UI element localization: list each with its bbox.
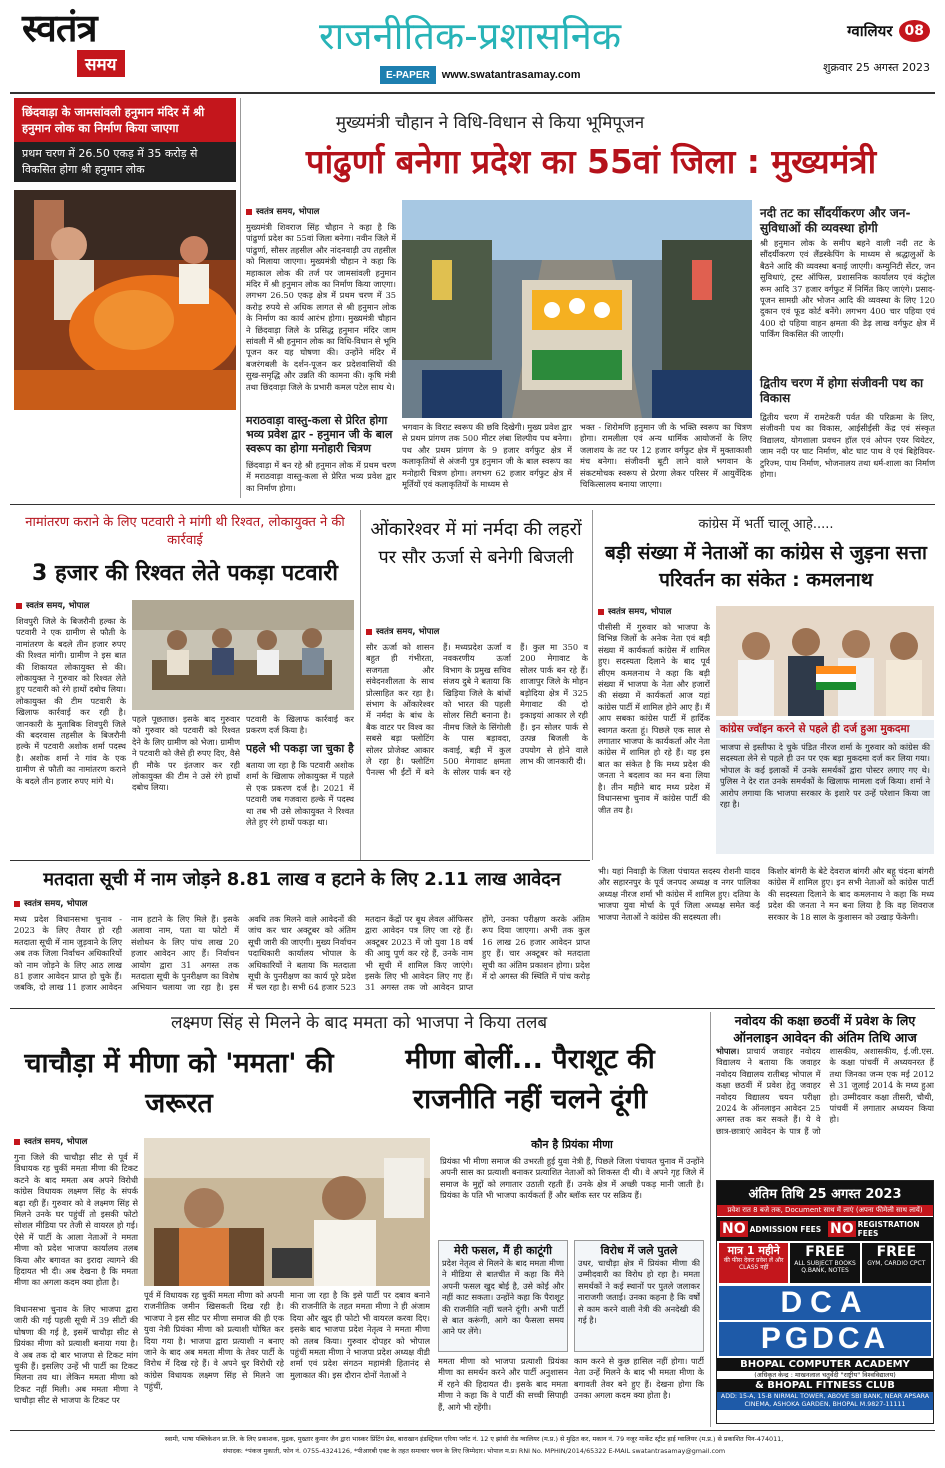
story6-body5: ममता मीणा को भाजपा प्रत्याशी प्रियंका मीणा का समर्थन करने और पार्टी अनुशासन में रहने की हिदायत दी। इसके बाद ममता मीणा ने कहा कि वे पार्टी की सच्ची सिपाही हैं, आगे भी रहेंगी। [438,1356,568,1412]
hanuman-idol-photo [14,190,236,410]
story4-body3: किशोर बांगरी के बेटे देवराज बांगरी और बहू चंदना बांगरी कांग्रेस में शामिल हुए। इन सभी नेताओं को कांग्रेस पार्टी की सदस्यता दिलाने के बाद कमलनाथ ने कहा कि मध्य प्रदेश की जनता ने मन बना लिया है कि वह शिवराज सरकार के 18 साल के कुशासन को उखाड़ फेंकेगी। [768,866,934,922]
sidebar-subhead: प्रथम चरण में 26.50 एकड़ में 35 करोड़ से विकसित होगा श्री हनुमान लोक [14,142,236,182]
story7-body [716,1046,934,1174]
imprint-line2: संपादक: *पंकज मुकाती, फोन नं. 0755-4324126, *पीआरबी एक्ट के तहत समाचार चयन के लिए जिम्मेदार। भोपाल म.प्र। RNI No. MPHIN/2014/65322 E-MAIL swatantrasamay@gmail.com [222,1447,726,1455]
story1-photo-caption: मराठवाड़ा वास्तु-कला से प्रेरित होगा भव्य प्रवेश द्वार - हनुमान जी के बाल स्वरूप का होगा मनोहारी चित्रण [246,414,393,455]
story3-body: सौर ऊर्जा को शासन बहुत ही गंभीरता, सजगता और संवेदनशीलता के साथ प्रोत्साहित कर रहा है। संभाग के ओंकारेश्वर में नर्मदा के बांध के बैक वाटर पर विश्व का सबसे बड़ा फ्लोटिंग सोलर प्रोजेक्ट आकार ले रहा है। फ्लोटिंग पैनल्स भी ईंटों में बने हैं। मध्यप्रदेश ऊर्जा व नवकरणीय ऊर्जा विभाग के प्रमुख सचिव संजय दुबे ने बताया कि खिड़िया जिले के बांधों को भारत की पहली सोलर सिटी बनाना है। नीमच जिले के सिंगोली के पास बड़ावदा, कवाई, बड़ी में कुल 500 मेगावाट क्षमता के सोलर पार्क बन रहे हैं। कुल मा 350 व 200 मेगावाट के सोलर पार्क बन रहे हैं। शाजापुर जिले के मोहन बड़ोदिया क्षेत्र में 325 मेगावाट की दो इकाइयां आकार ले रही हैं। इन सोलर पार्क से उत्पन्न बिजली के उपयोग से होने वाले लाभ की जानकारी दी। [366,642,588,778]
story6-body6: काम करने से कुछ हासिल नहीं होगा। पार्टी नेता उन्हें मिलने के बाद भी ममता मीणा के बगावती तेवर बने हुए हैं। देखना होगा कि उनका अगला कदम क्या होता है। [574,1356,704,1401]
story3-divider [592,510,593,860]
ad-academy: BHOPAL COMPUTER ACADEMY [717,1358,933,1371]
byline-dot-icon [14,1139,20,1145]
ad-pgdca: PGDCA [719,1322,931,1356]
story7-headline: नवोदय की कक्षा छठवीं में प्रवेश के लिए ऑनलाइन आवेदन की अंतिम तिथि आज [733,1013,917,1045]
ad-registration-fees: REGISTRATION FEES [857,1220,920,1238]
story6-body3: पूर्व में विधायक रह चुकीं ममता मीणा को अपनी राजनीतिक जमीन खिसकती दिख रही है। भाजपा ने इस सीट पर मीणा समाज की ही एक युवा नेत्री प्रियंका मीणा को प्रत्याशी घोषित कर दिया गया है। भाजपा द्वारा प्रत्याशी न बनाए जाने के बाद अब ममता मीणा के तेवर पार्टी के विरोध में दिख रहे हैं। वे अपने धुर विरोधी रहे कांग्रेस विधायक लक्ष्मण सिंह से मिलने जा पहुंचीं, [144,1290,284,1392]
sidebar-headline: छिंदवाड़ा के जामसांवली हनुमान मंदिर में श्री हनुमान लोक का निर्माण किया जाएगा [14,98,236,142]
story4-box-head: कांग्रेस ज्वॉइन करने से पहले ही दर्ज हुआ मुकदमा [716,720,934,738]
ad-offers-row [717,1243,933,1283]
congress-joining-photo [716,606,934,716]
academy-advert[interactable] [716,1180,934,1424]
story4-box-body: भाजपा से इस्तीफा दे चुके पंडित नीरज शर्मा के गुरुवार को कांग्रेस की सदस्यता लेने से पहले ही उन पर एक बड़ा मुकदमा दर्ज कर लिया गया। भोपाल के कई इलाकों में उनके समर्थकों द्वारा पोस्टर लगाए गए थे। पुलिस ने देर रात उनके समर्थकों के खिलाफ मामला दर्ज किया। शर्मा ने आरोप लगाया कि भाजपा सरकार के इशारे पर उन्हें परेशान किया जा रहा है। [716,740,934,854]
row1-rule [10,504,935,505]
story2-body1: शिवपुरी जिले के बिजरौनी हल्का के पटवारी ने एक ग्रामीण से फौती के नामांतरण के बदले तीन हजार रुपए की रिश्वत मांगी। ग्रामीण ने इस बात की शिकायत लोकायुक्त से की। लोकायुक्त ने गुरुवार को रिश्वत लेते हुए पटवारी को रंगे हाथों दबोच लिया। लोकायुक्त की टीम पटवारी के खिलाफ कार्रवाई कर रही है। जानकारी के मुताबिक शिवपुरी जिले की बदरवास तहसील के बिजरौनी हल्के में पटवारी अशोक शर्मा पदस्थ है। अशोक शर्मा ने गांव के एक ग्रामीण से फौती का नामांतरण कराने के बदले तीन हजार रुपए मांगे थे। [16,616,126,786]
masthead [0,0,945,92]
story5-byline: स्वतंत्र समय, भोपाल [14,898,214,909]
story4-body: पीसीसी में गुरुवार को भाजपा के विभिन्न जिलों के अनेक नेता एवं बड़ी संख्या में कार्यकर्ता कांग्रेस में शामिल हुए। सदस्यता दिलाने के बाद पूर्व सीएम कमलनाथ ने कहा कि बड़ी संख्या में भाजपा के नेता और हजारों की संख्या में कार्यकर्ता आज यहां कांग्रेस पार्टी में शामिल होने आए हैं। मैं आप सबका कांग्रेस पार्टी में हार्दिक स्वागत करता हूं। पिछले एक साल से लगातार भाजपा के कार्यकर्ता और नेता कांग्रेस में शामिल हो रहे हैं। यह इस बात का संकेत है कि मध्य प्रदेश की जनता ने बदलाव का मन बना लिया है। तीन महीने बाद मध्य प्रदेश में विधानसभा चुनाव में कांग्रेस पार्टी की जीत तय है। [598,622,710,815]
story1-right-body: श्री हनुमान लोक के समीप बहने वाली नदी तट के सौंदर्यीकरण एवं लैंडस्केपिंग के माध्यम से श्रद्धालुओं के बैठने आदि की व्यवस्था बनाई जाएगी। कम्युनिटी सेंटर, जन सुविधाएं, ट्रस्ट ऑफिस, प्रशासनिक कार्यालय एवं कंट्रोल रूम आदि 37 हजार वर्गफुट में निर्मित किए जाएंगे। प्रसाद-पूजन सामग्री और भोजन आदि की व्यवस्था के लिए 120 दुकान एवं फूड कोर्ट बनेंगे। लगभग 400 चार पहिया एवं 400 दो पहिया वाहन क्षमता की डेढ़ लाख वर्गफुट क्षेत्र में पार्किंग विकसित की जाएगी। [760,238,935,340]
section-title: राजनीतिक-प्रशासनिक [318,14,622,58]
story5-body: मध्य प्रदेश विधानसभा चुनाव - 2023 के लिए तैयार हो रही मतदाता सूची में नाम जुड़वाने के लिए अब तक जिला निर्वाचन अधिकारियों को नाम जोड़ने के लिए आठ लाख 81 हजार आवेदन प्राप्त हो चुके हैं। जबकि, दो लाख 11 हजार आवेदन नाम हटाने के लिए मिले हैं। इसके अलावा नाम, पता या फोटो में संशोधन के लिए पांच लाख 20 हजार आवेदन आए हैं। निर्वाचन आयोग द्वारा 31 अगस्त तक मतदाता सूची के पुनरीक्षण का विशेष अभियान चलाया जा रहा है। इस अवधि तक मिलने वाले आवेदनों की जांच कर चार अक्टूबर को अंतिम सूची जारी की जाएगी। मुख्य निर्वाचन पदाधिकारी कार्यालय भोपाल के अधिकारियों ने बताया कि मतदाता सूची के पुनरीक्षण का कार्य पूरे प्रदेश में चल रहा है। सभी 64 हजार 523 मतदान केंद्रों पर बूथ लेवल ऑफिसर द्वारा आवेदन पत्र लिए जा रहे हैं। अक्टूबर 2023 में जो युवा 18 वर्ष की आयु पूर्ण कर रहे हैं, उनके नाम भी सूची में शामिल किए जाएंगे। इसके लिए भी आवेदन लिए गए हैं। 31 अगस्त तक जो आवेदन प्राप्त होंगे, उनका परीक्षण करके अंतिम रूप दिया जाएगा। अभी तक कुल 16 लाख 26 हजार आवेदन प्राप्त हुए हैं। चार अक्टूबर को मतदाता सूची का अंतिम प्रकाशन होगा। प्रदेश में दो अगस्त की स्थिति में पांच करोड़ [14,914,590,993]
box-virodh-head: विरोध में जले पुतले [600,1244,678,1257]
story6-body2: विधानसभा चुनाव के लिए भाजपा द्वारा जारी की गई पहली सूची में 39 सीटों की घोषणा की गई है, इसमें चाचौड़ा सीट से प्रियंका मीणा को प्रत्याशी बनाया गया है। वे अब तक दो बार भाजपा से टिकट मांग चुकी हैं। इसलिए उन्हें भी पार्टी का टिकट मिलना तय था। लेकिन ममता मीणा को टिकट नहीं मिली। अब ममता मीणा ने चाचौड़ा सीट से भाजपा के टिकट पर [14,1304,138,1406]
story4-headline: बड़ी संख्या में नेताओं का कांग्रेस से जुड़ना सत्ता परिवर्तन का संकेत : कमलनाथ [605,542,927,591]
story7-text: प्राचार्य जवाहर नवोदय विद्यालय ने बताया कि जवाहर नवोदय विद्यालय रातीबड़ भोपाल में कक्षा छठवीं में प्रवेश हेतु जवाहर नवोदय विद्यालय चयन परीक्षा 2024 के ऑनलाइन आवेदन 25 अगस्त तक कर सकते हैं। ये वे छात्र-छात्राएं आवेदन के पात्र हैं जो शासकीय, अशासकीय, ई.जी.एस. के कक्षा पांचवीं में अध्ययनरत हैं तथा जिनका जन्म एक मई 2012 से 31 जुलाई 2014 के मध्य हुआ हो। उम्मीदवार कक्षा तीसरी, चौथी, पांचवीं में लगातार अध्ययन किया हो। [716,1046,934,1136]
story4-byline: स्वतंत्र समय, भोपाल [598,606,710,617]
story1-kicker: मुख्यमंत्री चौहान ने विधि-विधान से किया भूमिपूजन [335,113,645,133]
ad-dca: DCA [719,1286,931,1320]
story5-headline: मतदाता सूची में नाम जोड़ने 8.81 लाख व हटाने के लिए 2.11 लाख आवेदन [43,869,561,890]
story1-body1: मुख्यमंत्री शिवराज सिंह चौहान ने कहा है कि पांढुर्णा प्रदेश का 55वां जिला बनेगा। नवीन जिले में पांढुर्णा, सौसर तहसील और नांदनवाड़ी उप तहसील को मिलाया जाएगा। मुख्यमंत्री चौहान ने कहा कि महाकाल लोक की तर्ज पर जामसांवली हनुमान मंदिर में श्री हनुमान लोक का निर्माण किया जाएगा। लगभग 26.50 एकड़ क्षेत्र में प्रथम चरण में 35 करोड़ रुपये से अधिक लागत से श्री हनुमान लोक के निर्माण का कार्य आरंभ होगा। मुख्यमंत्री चौहान ने छिंदवाड़ा जिले के प्रसिद्ध हनुमान मंदिर जाम सांवली में श्री हनुमान लोक का विधि-विधान से भूमि पूजन कर यह घोषणा की। उन्होंने मंदिर में बजरंगबली के दर्शन-पूजन कर प्रदेशवासियों की सुख-समृद्धि और उन्नति की कामना की। कृषि मंत्री तथा छिंदवाड़ा जिले के प्रभारी कमल पटेल साथ थे। [246,222,396,392]
box-virodh [574,1240,704,1352]
story6-body4: माना जा रहा है कि इसे पार्टी पर दबाव बनाने की राजनीति के तहत ममता मीणा ने ही अंजाम दिया और खुद ही फोटो भी वायरल करवा दिए। इसके बाद भाजपा प्रदेश नेतृत्व ने ममता मीणा को तलब किया। गुरुवार दोपहर को भोपाल पहुंचीं ममता मीणा ने भाजपा प्रदेश अध्यक्ष वीडी शर्मा एवं प्रदेश संगठन महामंत्री हितानंद से मुलाकात की। इस दौरान दोनों नेताओं ने [290,1290,430,1380]
ad-fitness: & BHOPAL FITNESS CLUB [717,1379,933,1392]
byline-dot-icon [16,603,22,609]
box-meri-fasal-body: प्रदेश नेतृत्व से मिलने के बाद ममता मीणा ने मीडिया से बातचीत में कहा कि मैंने अपनी फसल खुद बोई है, उसे कोई और नहीं काट सकता। उन्होंने कहा कि पैराशूट की राजनीति नहीं चलने दूंगी। अभी पार्टी से बात करूंगी, आगे का फैसला समय आने पर लेंगे। [442,1258,564,1337]
kaun-head: कौन है प्रियंका मीणा [531,1138,613,1151]
footer-rule [10,1430,935,1431]
story1-right-body2: द्वितीय चरण में रामटेकरी पर्वत की परिक्रमा के लिए, संजीवनी पथ का विकास, आईसीईसी केंद्र एवं संस्कृत विद्यालय, योगशाला प्रवचन हॉल एवं ओपन एयर थियेटर, जाम नदी पर घाट निर्माण, बोट घाट पाथ वे एवं बिहेवियर-टुरिज्म, पाथ निर्माण, भोजनालय तथा धर्म-शाला का निर्माण होगा। [760,412,935,480]
ad-fees-row [717,1217,933,1241]
story1-divider [240,98,241,498]
story2-byline: स्वतंत्र समय, भोपाल [16,600,126,611]
masthead-rule [10,92,935,94]
story1-headline: पांढुर्णा बनेगा प्रदेश का 55वां जिला : मुख्यमंत्री [305,142,877,181]
box-virodh-body: उधर, चाचौड़ा क्षेत्र में प्रियंका मीणा की उम्मीदवारी का विरोध हो रहा है। ममता समर्थकों ने कई स्थानों पर पुतले जलाकर नाराजगी जताई। उनका कहना है कि वर्षों से काम करने वाली नेत्री की अनदेखी की गई है। [578,1258,700,1326]
ad-academy-sub: (अधिकृत केन्द्र : माखनलाल चतुर्वेदी "राष्ट्रीय" विश्वविद्यालय) [754,1371,896,1379]
city: ग्वालियर [847,22,893,40]
epaper-strip [380,66,716,84]
logo [22,5,162,82]
story1-byline: स्वतंत्र समय, भोपाल [246,206,396,217]
ad-free-gym: FREE GYM, CARDIO CPCT [862,1243,931,1283]
meena-laxman-photo [144,1138,430,1286]
ad-no-1: NO [722,1221,746,1237]
story1-right-head2: द्वितीय चरण में होगा संजीवनी पथ का विकास [760,376,924,405]
story6-headline-left: चाचौड़ा में मीणा को 'ममता' की जरूरत [24,1048,334,1119]
story6-kicker: लक्ष्मण सिंह से मिलने के बाद ममता को भाजपा ने किया तलब [170,1013,548,1033]
story3-byline: स्वतंत्र समय, भोपाल [366,626,586,637]
row3-rule [10,1008,935,1009]
story3-headline: ओंकारेश्वर में मां नर्मदा की लहरों पर सौर ऊर्जा से बनेगी बिजली [370,519,582,568]
box-meri-fasal [438,1240,568,1352]
logo-line1: स्वतंत्र [22,5,97,50]
story1-body3: भगवान के विराट स्वरूप की छवि दिखेगी। मुख्य प्रवेश द्वार से प्रथम प्रांगण तक 500 मीटर लंबा शिल्पीय पथ बनेगा। पथ और प्रथम प्रांगण के 9 हजार वर्गफुट क्षेत्र में कलाकृतियों से अंजनी पुत्र हनुमान जी के बाल स्वरूप का मनोहारी चित्रण होगा। लगभग 62 हजार वर्गफुट क्षेत्र में मूर्तियों एवं कलाकृतियों के माध्यम से [402,422,572,490]
story1-body4: भक्त - शिरोमणि हनुमान जी के भक्ति स्वरूप का चित्रण होगा। रामलीला एवं अन्य धार्मिक आयोजनों के लिए जलाशय के तट पर 12 हजार वर्गफुट क्षेत्र में मुक्ताकाशी मंच बनेगा। संजीवनी बूटी लाने वाले भगवान के संकटमोचक स्वरूप से प्रेरणा लेकर परिसर में आयुर्वेदिक चिकित्सालय बनाया जाएगा। [580,422,752,490]
story6-byline: स्वतंत्र समय, भोपाल [14,1136,134,1147]
kaun-body: प्रियंका भी मीणा समाज की उभरती हुई युवा नेत्री हैं, पिछले जिला पंचायत चुनाव में उन्होंने अपनी सास का प्रत्याशी बनाकर प्रत्याशित नेताओं को शिकस्त दी थी। वे अपने गृह जिले में समाज के मुद्दों को लगातार उठाती रहती हैं। उनके क्षेत्र में अच्छी पकड़ मानी जाती है। प्रियंका के पति भी भाजपा कार्यकर्ता हैं और ब्लॉक स्तर पर सक्रिय हैं। [440,1156,704,1201]
story6-headline-right: मीणा बोलीं... पैराशूट की राजनीति नहीं चलने दूंगी [405,1044,655,1115]
ad-admission-fees: ADMISSION FEES [749,1224,822,1234]
box-meri-fasal-head: मेरी फसल, मैं ही काटूंगी [454,1244,552,1257]
story6-body1: गुना जिले की चाचौड़ा सीट से पूर्व में विधायक रह चुकीं ममता मीणा की टिकट कटने के बाद ममता अब अपने विरोधी कांग्रेस विधायक लक्ष्मण सिंह के संपर्क बढ़ा रही हैं। गुरुवार को वे लक्ष्मण सिंह से मिलने उनके घर पहुंचीं तो इसकी फोटो सोशल मीडिया पर तेजी से वायरल हो गई। ऐसे में पार्टी के आला नेताओं ने ममता मीणा को प्रदेश भाजपा कार्यालय तलब किया और बगावत का इरादा त्यागने की हिदायत भी दी। अब देखना है कि ममता मीणा का अगला कदम क्या होता है। [14,1152,138,1288]
date: शुक्रवार 25 अगस्त 2023 [822,61,930,74]
story2-body4: बताया जा रहा है कि पटवारी अशोक शर्मा के खिलाफ लोकायुक्त में पहले से एक प्रकरण दर्ज है। 2021 में पटवारी जब गजवारा हल्के में पदस्थ था तब भी उसे लोकायुक्त ने रिश्वत लेते हुए रंगे हाथों पकड़ा था। [246,760,354,828]
lokayukta-photo [132,600,354,710]
story7-byline: भोपाल। [716,1046,740,1056]
website-link[interactable]: www.swatantrasamay.com [436,66,716,84]
byline-dot-icon [598,609,604,615]
story2-headline: 3 हजार की रिश्वत लेते पकड़ा पटवारी [32,561,338,586]
story1-body2: छिंदवाड़ा में बन रहे श्री हनुमान लोक में प्रथम चरण में मराठवाड़ा वास्तु-कला से प्रेरित भव्य प्रवेश द्वार का निर्माण होगा। [246,460,396,493]
story4-kicker: कांग्रेस में भर्ती चालू आहे..... [698,517,834,532]
story2-kicker: नामांतरण कराने के लिए पटवारी ने मांगी थी रिश्वत, लोकायुक्त ने की कार्रवाई [25,515,345,548]
logo-line2: समय [77,50,125,77]
dateline [760,20,930,75]
ad-deadline-sub: प्रवेश रात 8 बजे तक, Document साथ में लाएं (अपना फीमेली साथ लायें) [717,1205,933,1216]
byline-dot-icon [14,901,20,907]
ad-address: ADD: 15-A, 15-B NIRMAL TOWER, ABOVE SBI BANK, NEAR APSARA CINEMA, ASHOKA GARDEN, BHOPAL M.9827-11111 [717,1392,933,1410]
imprint-line1: स्वामी, भाषा पब्लिकेशन प्रा.लि. के लिए प्रकाशक, मुद्रक, मुख्तार कुमार जैन द्वारा भास्कर प्रिंटिंग प्रेस, बाराखान इंडस्ट्रियल एरिया प्लॉट नं. 12 ए झांसी रोड ग्वालियर (म.प्र.) से मुद्रित कर, मकान नं. 79 नजूर मार्केट स्ट्रीट हाई ग्वालियर (म.प्र.) से प्रकाशित पिन-474011, [164,1435,784,1443]
story2-body3: पटवारी के खिलाफ कार्रवाई कर प्रकरण दर्ज किया है। [246,714,354,736]
ad-matra: मात्र 1 महीने की फीस देकर प्रवेश लें और CLASS नहीं [719,1243,788,1283]
ad-no-2: NO [830,1221,854,1237]
story4-body2: भी। यहां निवाड़ी के जिला पंचायत सदस्य रोशनी यादव और सहारनपुर के पूर्व जनपद अध्यक्ष व नगर पालिका अध्यक्ष नीरज शर्मा भी कांग्रेस में शामिल हुए। दतिया के भाजपा युवा मोर्चा के पूर्व जिला अध्यक्ष समेत कई भाजपा नेताओं ने कांग्रेस की सदस्यता ली। [598,866,760,922]
story1-right-head: नदी तट का सौंदर्यीकरण और जन-सुविधाओं की व्यवस्था होगी [760,206,911,235]
row2-rule [10,860,590,861]
story2-divider [360,510,361,860]
story2-body2: पहले पूछताछ। इसके बाद गुरुवार को गुरुवार को पटवारी को रिश्वत देने के लिए ग्रामीण को भेजा। ग्रामीण ने पटवारी को जैसे ही रुपए दिए, वैसे ही मौके पर इंतजार कर रही लोकायुक्त की टीम ने उसे रंगे हाथों दबोच लिया। [132,714,240,793]
story6-divider [710,1012,711,1427]
ad-deadline: अंतिम तिथि 25 अगस्त 2023 [717,1181,933,1205]
page-number: 08 [899,20,930,42]
story2-subhead: पहले भी पकड़ा जा चुका है [246,742,354,755]
byline-dot-icon [246,209,252,215]
ad-free-books: FREE ALL SUBJECT BOOKS Q.BANK, NOTES [790,1243,859,1283]
byline-dot-icon [366,629,372,635]
procession-photo [402,200,752,418]
epaper-label: E-PAPER [386,69,430,81]
